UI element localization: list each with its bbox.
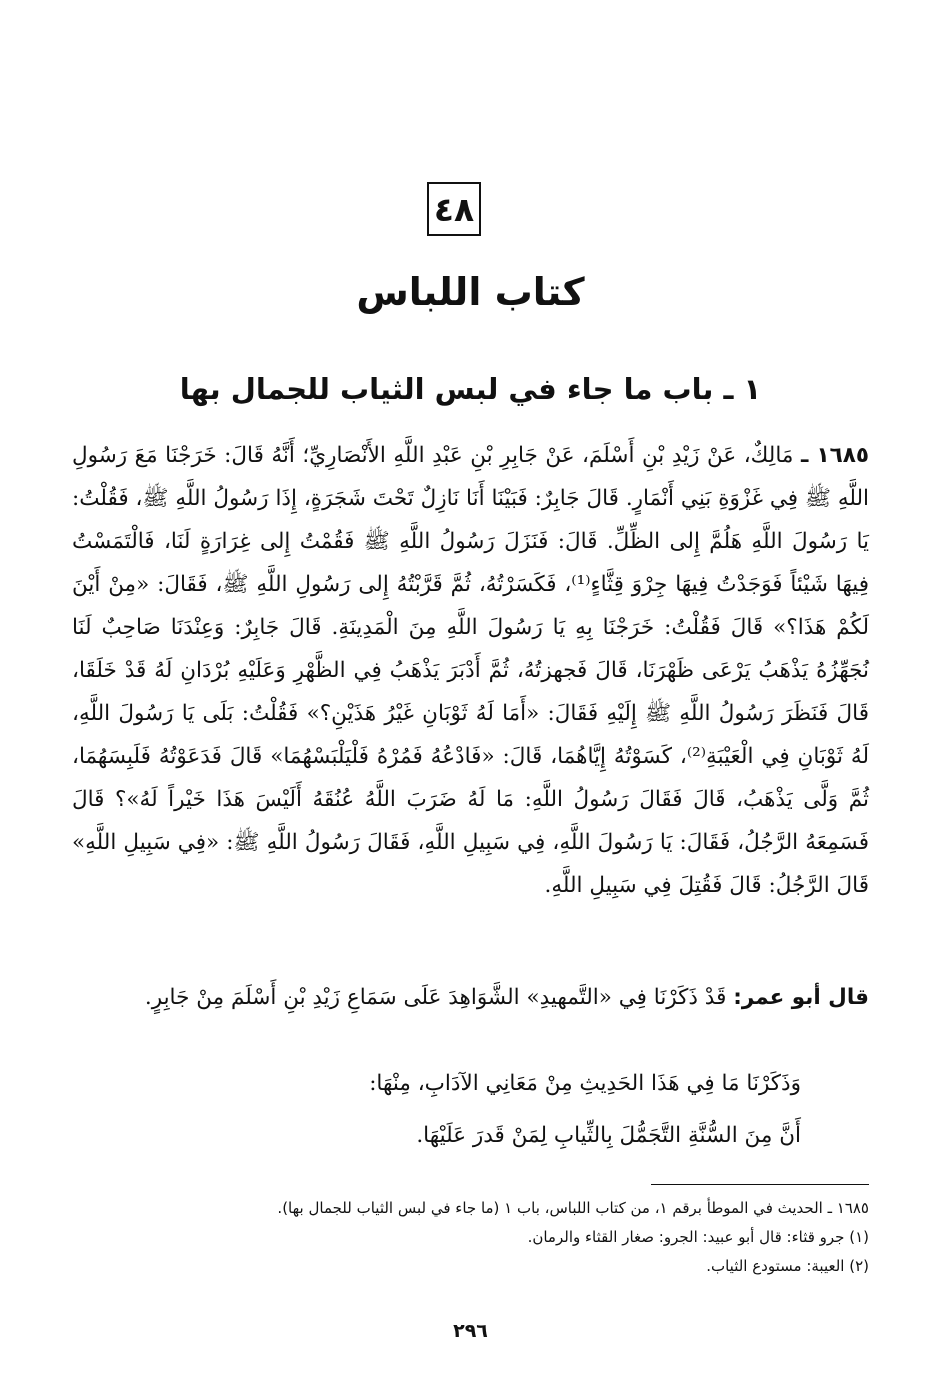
chapter-number: ٤٨: [433, 189, 475, 229]
page-number: ٢٩٦: [453, 1320, 488, 1342]
commentary-speaker: قال أبو عمر:: [733, 985, 869, 1010]
section-title: ١ ـ باب ما جاء في لبس الثياب للجمال بها: [179, 372, 762, 406]
commentary-paragraph: [72, 976, 869, 1019]
footnote-source: ١٦٨٥ ـ الحديث في الموطأ برقم ١، من كتاب اللباس، باب ١ (ما جاء في لبس الثياب للجمال بها).: [277, 1199, 869, 1217]
footnote-divider: [651, 1184, 869, 1185]
chapter-number-box: [427, 182, 481, 236]
footnote-2: (٢) العيبة: مستودع الثياب.: [706, 1257, 869, 1275]
commentary-line-2: أَنَّ مِنَ السُّنَّةِ التَّجَمُّلَ بِالثِّيابِ لِمَنْ قَدرَ عَلَيْهَا.: [416, 1123, 801, 1148]
commentary-text: قَدْ ذَكَرْنَا فِي «التَّمهيدِ» الشَّوَاهِدَ عَلَى سَمَاعِ زَيْدِ بْنِ أَسْلَمَ مِنْ جَابِرٍ.: [144, 985, 727, 1010]
commentary-line-1: وَذَكَرْنَا مَا فِي هَذَا الحَدِيثِ مِنْ مَعَانِي الآدَابِ، مِنْهَا:: [369, 1071, 801, 1096]
hadith-text: مَالِكٌ، عَنْ زَيْدِ بْنِ أَسْلَمَ، عَنْ جَابِرِ بْنِ عَبْدِ اللَّهِ الأَنْصَارِيِّ؛ أَنَّهُ قَالَ: خَرَجْنَا مَعَ رَسُولِ اللَّهِ ﷺ فِي غَزْوَةِ بَنِي أَنْمَارٍ. قَالَ جَابِرٌ: فَبَيْنَا أَنَا نَازِلٌ تَحْتَ شَجَرَةٍ، إِذَا رَسُولُ اللَّهِ ﷺ، فَقُلْتُ: يَا رَسُولَ اللَّهِ هَلُمَّ إِلى الظِّلِّ. قَالَ: فَنَزَلَ رَسُولُ اللَّهِ ﷺ فَقُمْتُ إِلى غِرَارَةٍ لَنَا، فَالْتَمَسْتُ فِيهَا شَيْئاً فَوَجَدْتُ فِيهَا جِرْوَ قِثَّاءٍ⁽¹⁾، فَكَسَرْتُهُ، ثُمَّ قَرَّبْتُهُ إِلى رَسُولِ اللَّهِ ﷺ، فَقَالَ: «مِنْ أَيْنَ لَكُمْ هَذَا؟» قَالَ فَقُلْتُ: خَرَجْنَا بِهِ يَا رَسُولَ اللَّهِ مِنَ الْمَدِينَةِ. قَالَ جَابِرٌ: وَعِنْدَنَا صَاحِبٌ لَنَا نُجَهِّزُهُ يَذْهَبُ يَرْعَى ظَهْرَنَا، قَالَ فَجهزتُهُ، ثُمَّ أَدْبَرَ يَذْهَبُ فِي الظَّهْرِ وَعَلَيْهِ بُرْدَانِ لَهُ قَدْ خَلَقَا، قَالَ فَنَظَرَ رَسُولُ اللَّهِ ﷺ إِلَيْهِ فَقَالَ: «أَمَا لَهُ ثَوْبَانِ غَيْرُ هَذَيْنِ؟» فَقُلْتُ: بَلَى يَا رَسُولَ اللَّهِ، لَهُ ثَوْبَانِ فِي الْعَيْبَةِ⁽²⁾، كَسَوْتُهُ إِيَّاهُمَا، قَالَ: «فَادْعُهُ فَمُرْهُ فَلْيَلْبَسْهُمَا» قَالَ فَدَعَوْتُهُ فَلَبِسَهُمَا، ثُمَّ وَلَّى يَذْهَبُ، قَالَ فَقَالَ رَسُولُ اللَّهِ: مَا لَهُ ضَرَبَ اللَّهُ عُنُقَهُ أَلَيْسَ هَذَا خَيْراً لَهُ»؟ قَالَ فَسَمِعَهُ الرَّجُلُ، فَقَالَ: يَا رَسُولَ اللَّهِ، فِي سَبِيلِ اللَّهِ، فَقَالَ رَسُولُ اللَّهِ ﷺ: «فِي سَبِيلِ اللَّهِ» قَالَ الرَّجُلُ: قَالَ فَقُتِلَ فِي سَبِيلِ اللَّهِ.: [72, 443, 870, 898]
footnote-1: (١) جرو قثاء: قال أبو عبيد: الجرو: صغار القثاء والرمان.: [527, 1228, 869, 1246]
chapter-title: كتاب اللباس: [356, 270, 585, 314]
hadith-paragraph: [72, 434, 869, 907]
hadith-number: ١٦٨٥ ـ: [800, 443, 870, 468]
footnotes: [72, 1194, 869, 1281]
